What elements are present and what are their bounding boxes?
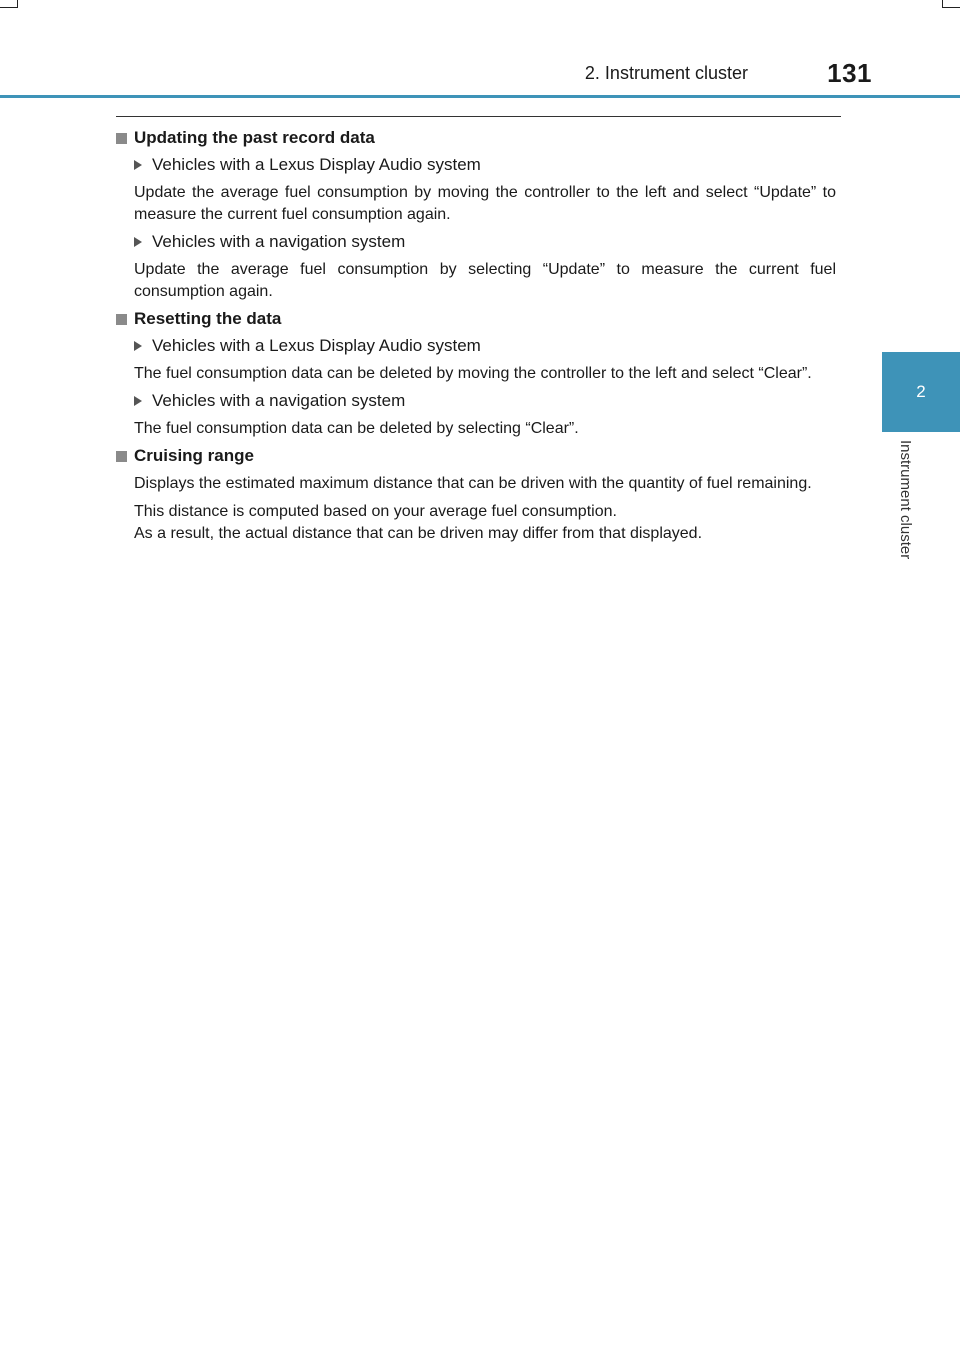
header-rule	[0, 95, 960, 98]
triangle-bullet-icon	[134, 160, 142, 170]
section-heading	[116, 446, 836, 466]
crop-mark-top-left-horizontal	[0, 7, 18, 8]
section-heading	[116, 128, 836, 148]
body-paragraph: Update the average fuel consumption by moving the controller to the left and select “Update” to measure the current fuel consumption again.	[134, 184, 836, 223]
body-line: This distance is computed based on your average fuel consumption.	[134, 503, 617, 520]
section-cruising-range	[116, 446, 836, 545]
condition-item	[134, 155, 836, 175]
chapter-label: Instrument cluster	[897, 440, 914, 560]
body-paragraph: The fuel consumption data can be deleted by selecting “Clear”.	[134, 420, 579, 437]
chapter-number: 2	[916, 382, 926, 401]
condition-item	[134, 336, 836, 356]
condition-text: Vehicles with a navigation system	[152, 232, 406, 251]
body-paragraph	[134, 501, 836, 545]
section-heading	[116, 309, 836, 329]
section-resetting-data	[116, 309, 836, 440]
triangle-bullet-icon	[134, 237, 142, 247]
condition-item	[134, 232, 836, 252]
header-section-title: 2. Instrument cluster	[584, 63, 748, 83]
section-heading-text: Updating the past record data	[134, 128, 375, 147]
square-bullet-icon	[116, 451, 127, 462]
content-top-rule	[116, 116, 841, 117]
crop-mark-top-right-horizontal	[942, 7, 960, 8]
body-paragraph: The fuel consumption data can be deleted by moving the controller to the left and select “Clear”.	[134, 365, 812, 382]
condition-item	[134, 391, 836, 411]
body-paragraph: Update the average fuel consumption by selecting “Update” to measure the current fuel consumption again.	[134, 261, 836, 300]
square-bullet-icon	[116, 314, 127, 325]
page-number: 131	[827, 58, 872, 88]
section-heading-text: Resetting the data	[134, 309, 282, 328]
body-paragraph: Displays the estimated maximum distance that can be driven with the quantity of fuel remaining.	[134, 475, 812, 492]
square-bullet-icon	[116, 133, 127, 144]
condition-text: Vehicles with a Lexus Display Audio system	[152, 155, 481, 174]
triangle-bullet-icon	[134, 341, 142, 351]
chapter-tab[interactable]	[882, 352, 960, 432]
section-heading-text: Cruising range	[134, 446, 254, 465]
condition-text: Vehicles with a Lexus Display Audio system	[152, 336, 481, 355]
condition-text: Vehicles with a navigation system	[152, 391, 406, 410]
page-content	[116, 128, 836, 551]
body-line: As a result, the actual distance that can be driven may differ from that displayed.	[134, 525, 703, 542]
triangle-bullet-icon	[134, 396, 142, 406]
section-updating-past-record	[116, 128, 836, 303]
